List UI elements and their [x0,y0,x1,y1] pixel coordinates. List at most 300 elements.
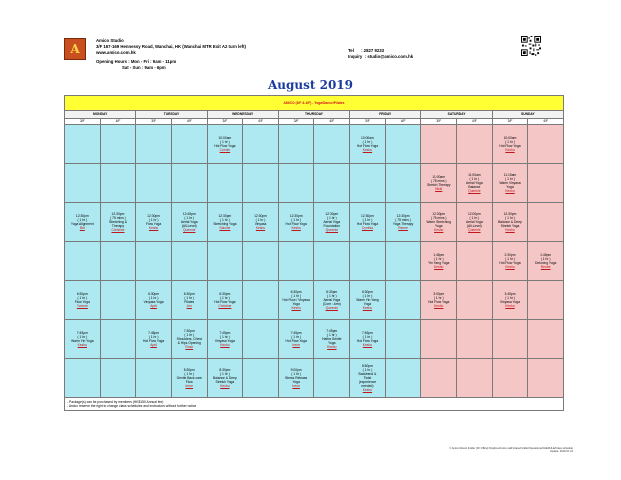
class-detail: ( 1 hr ) [291,371,302,376]
class-detail: ( 1 hr ) [505,215,515,220]
day-header: THURSDAY [278,111,349,119]
tel-value: : 2827 9233 [361,48,384,53]
empty-cell [278,125,314,164]
schedule-title: AMICO (3/F & 4/F) - Yoga/Dance/Pilates [65,96,564,111]
class-time: 7:45pm [76,330,88,335]
instructor-name: Irene [292,343,300,348]
class-detail: Hot Flow Yoga [428,300,450,304]
empty-cell [457,281,493,320]
class-detail: Flow Yoga [145,222,162,226]
empty-cell [457,320,493,359]
instructor-name: Brit [79,226,85,231]
floor-header: 3/F [421,119,457,125]
class-detail: ( 75 mins ) [430,215,447,220]
empty-cell [421,320,457,359]
time-slot-row [65,242,564,281]
floor-header: 4/F [314,119,350,125]
class-cell [65,320,101,359]
class-detail: Shoulders, Chest [176,336,202,341]
class-detail: needed) [361,384,374,389]
floor-header: 4/F [100,119,136,125]
class-time: 1:45pm [540,252,552,257]
class-time: 12:30pm [325,211,339,216]
studio-website[interactable]: www.amico.com.hk [96,50,136,55]
month-title: August 2019 [267,78,354,92]
class-time: 8:30pm [219,367,231,372]
class-cell [278,281,314,320]
class-detail: ( 1 hr ) [77,295,88,300]
class-cell [492,281,528,320]
class-cell [350,203,386,242]
class-cell [278,320,314,359]
class-cell [278,203,314,242]
class-detail: Stress Release [284,375,308,380]
class-detail: Hot Flow Yoga [142,339,165,343]
studio-name: Amico Studio [96,38,124,43]
instructor-name: Keshu [505,265,515,270]
instructor-name: Keshu [505,228,515,233]
studio-logo [64,38,86,60]
empty-cell [243,359,279,398]
empty-cell [100,242,136,281]
empty-cell [528,281,564,320]
class-detail: Balance & Deep [498,219,522,224]
class-detail: Vinyasa Yoga [214,339,235,343]
empty-cell [65,125,101,164]
class-time: 10:00am [218,135,232,140]
class-detail: Hot Flow Yoga [356,144,379,148]
class-time: 8:30pm [183,367,195,372]
opening-hours-weekend: Sat - Sun : 9am - 6pm [122,65,166,70]
floor-header: 4/F [385,119,421,125]
empty-cell [528,164,564,203]
inquiry-value[interactable]: : studio@amico.com.hk [364,54,414,59]
time-slot-row [65,164,564,203]
class-schedule-table [64,95,564,411]
class-cell [350,281,386,320]
class-time: 7:45pm [361,330,373,335]
empty-cell [492,320,528,359]
instructor-name: Jen [186,304,192,309]
class-detail: & Hips Opening [177,341,201,346]
instructor-name: Christine [111,228,125,233]
footer-line-2: Update: 2019-07-31 [549,450,573,454]
class-detail: Gentle Back care [176,375,202,380]
class-detail: Yoga [292,380,300,385]
class-detail: Yoga Therapy [392,222,414,226]
empty-cell [100,320,136,359]
class-time: 6:30pm [219,291,231,296]
empty-cell [65,359,101,398]
class-cell [314,320,350,359]
empty-cell [528,320,564,359]
instructor-name: Keshu [362,343,373,348]
empty-cell [528,203,564,242]
empty-cell [207,242,243,281]
class-cell [492,164,528,203]
class-detail: ( 75 mins ) [110,215,126,220]
qr-code-icon [521,36,541,56]
floor-header: 4/F [171,119,207,125]
class-cell [207,320,243,359]
class-time: 2:30pm [504,252,516,257]
empty-cell [100,164,136,203]
instructor-name: Saloine [219,226,231,231]
class-cell [65,203,101,242]
class-cell [421,203,457,242]
class-time: 6:30pm [76,291,88,296]
day-header: MONDAY [65,111,136,119]
instructor-name: Keshu [291,226,301,231]
empty-cell [421,125,457,164]
floor-header: 3/F [278,119,314,125]
empty-cell [243,320,279,359]
instructor-name: Keshu [505,189,515,194]
time-slot-row [65,359,564,398]
tel-label: Tel [348,48,354,53]
empty-cell [350,242,386,281]
class-time: 6:30pm [326,289,338,294]
contact-info [348,48,413,60]
inquiry-label: Inquiry [348,54,363,59]
instructor-name: Keshu [255,226,266,231]
class-detail: Aerial Yoga [323,297,341,302]
instructor-name: Keshu [77,343,87,348]
class-time: 10:00am [503,135,517,140]
class-cell [243,203,279,242]
instructor-name: Keshu [291,306,301,311]
empty-cell [136,125,172,164]
class-time: 6:30pm [183,291,195,296]
class-detail: Hot Flow Yoga [499,261,521,265]
footer-path [449,447,573,454]
class-detail: Hot Flow Yoga [214,144,236,148]
class-detail: ( 1 hr ) [326,293,337,298]
class-time: 7:45pm [290,330,302,335]
class-detail: Stretching & [108,219,127,224]
empty-cell [100,125,136,164]
class-detail: Warm Yin Yang [356,297,379,302]
class-time: 11:00am [432,174,446,179]
class-cell [278,359,314,398]
instructor-name: Keshu [148,226,159,231]
class-time: 12:30pm [361,213,374,218]
class-time: 9:00pm [290,367,302,372]
class-detail: Yoga [363,302,372,307]
class-time: 12:30pm [218,213,232,218]
empty-cell [171,125,207,164]
empty-cell [243,242,279,281]
instructor-name: Cynthia [361,226,374,231]
class-cell [457,164,493,203]
class-cell [171,320,207,359]
class-detail: Hatha Gentle [322,336,342,341]
class-cell [207,203,243,242]
class-detail: ( 1 hr ) [184,332,195,337]
empty-cell [457,125,493,164]
class-cell [171,281,207,320]
empty-cell [385,125,421,164]
class-cell [207,125,243,164]
class-detail: ( 1 hr ) [220,295,230,300]
instructor-name: Renee [540,265,551,270]
class-detail: Vinyasa Yoga [143,300,164,304]
class-detail: ( 1 hr ) [291,334,302,339]
class-detail: ( 1 hr ) [148,295,159,300]
class-detail: Aerial Yoga [180,219,198,224]
floor-header: 3/F [136,119,172,125]
instructor-name: Keshu [434,265,444,270]
class-cell [350,125,386,164]
class-detail: Vinyasa [254,222,267,226]
class-cell [421,281,457,320]
time-slot-row [65,125,564,164]
class-detail: Pilates [184,300,195,304]
empty-cell [278,164,314,203]
class-time: 12:30pm [289,213,303,218]
class-detail: Backbend & [358,371,377,376]
class-detail: (All-Level) [181,224,197,229]
class-detail: ( 1 hr ) [326,215,337,220]
empty-cell [314,359,350,398]
class-detail: Hot Flow / Vinyasa [282,297,310,302]
class-detail: ( 1 hr ) [255,217,266,222]
empty-cell [207,164,243,203]
instructor-name: Queenie [325,306,339,311]
class-cell [457,203,493,242]
class-detail: Aerial Yoga [466,219,483,224]
footer-line-1: © Amico Resort Folder (3F Office):Dropbox/Amico staff shared folder/Operations/CHEDULE/Class schedule [449,447,573,450]
class-detail: Yoga [328,341,336,346]
instructor-name: Keshu [362,306,373,311]
class-time: 11:15am [503,172,517,177]
class-detail: Warm Stretching [426,219,451,224]
instructor-name: Queenie [468,189,481,194]
class-detail: Stretch Therapy [427,183,451,187]
time-slot-row [65,203,564,242]
instructor-name: Queenie [183,228,196,233]
class-time: 12:00pm [467,211,481,216]
class-time: 3:00pm [433,291,445,296]
class-cell [421,242,457,281]
empty-cell [136,359,172,398]
instructor-name: Queenie [468,228,481,233]
class-time: 10:00am [361,135,374,140]
instructor-name: Yvonne [76,304,88,309]
class-cell [528,242,564,281]
class-cell [492,203,528,242]
empty-cell [314,164,350,203]
class-detail: Stretch Yoga [500,224,520,229]
instructor-name: Irene [185,384,193,389]
empty-cell [385,242,421,281]
class-time: 12:30pm [503,211,517,216]
class-time: 7:30pm [183,328,195,333]
empty-cell [457,359,493,398]
class-detail: ( 1 hr ) [362,217,373,222]
class-detail: Yoga [506,185,514,190]
class-detail: Balance & Deep [212,375,237,380]
note-package: - Package(s) can be purchased by members (HK$150 Annual fee) [67,399,164,404]
class-time: 8:50pm [361,363,373,368]
empty-cell [314,242,350,281]
studio-address: 3/F 167-169 Hennessy Road, Wanchai, HK (Wanchai MTR Exit A2 turn left) [96,44,246,49]
instructor-name: Connie [219,148,231,153]
day-header: SUNDAY [492,111,563,119]
class-detail: ( 1 hr ) [77,334,88,339]
class-detail: Aerial Yoga [323,219,341,224]
floor-header: 3/F [65,119,101,125]
class-detail: Yoga Alignment [70,222,94,226]
class-detail: ( 1 hr ) [184,215,195,220]
class-detail: Hot Flow Yoga [356,222,379,226]
empty-cell [492,359,528,398]
floor-header: 4/F [243,119,279,125]
floor-header: 3/F [207,119,243,125]
class-time: 12:30pm [147,213,161,218]
class-cell [136,203,172,242]
class-detail: ( 1 hr ) [220,371,230,376]
class-cell [314,203,350,242]
empty-cell [65,242,101,281]
class-detail: (All-Level) [466,224,482,229]
empty-cell [385,281,421,320]
class-detail: Warm Yin Yoga [71,339,94,343]
class-cell [421,164,457,203]
class-cell [492,242,528,281]
class-cell [65,281,101,320]
class-detail: ( 1 hr ) [469,215,480,220]
floor-header: 3/F [350,119,386,125]
class-cell [136,281,172,320]
instructor-name: Renee [398,226,408,231]
time-slot-row [65,320,564,359]
class-detail: Twist [363,375,372,380]
instructor-name: Irene [292,384,300,389]
class-detail: Balance [468,185,481,190]
class-detail: (experience [358,380,377,385]
class-time: 12:30pm [432,211,446,216]
class-time: 12:30pm [75,213,89,218]
class-cell [492,125,528,164]
class-detail: Yoga [435,224,443,229]
class-cell [350,359,386,398]
class-detail: Vinyasa Yoga [500,300,520,304]
class-time: 6:30pm [148,291,160,296]
class-detail: Hot Flow Yoga [285,339,307,343]
instructor-name: Keshu [434,228,444,233]
opening-hours: Opening Hours : Mon - Fri : 9am - 11pm [96,59,177,64]
empty-cell [528,359,564,398]
empty-cell [171,164,207,203]
class-detail: ( 1 hr ) [433,256,444,261]
class-detail: ( 1 hr ) [362,139,373,144]
instructor-name: Queenie [325,228,339,233]
class-time: 11:00am [468,172,481,177]
instructor-name: Keshu [220,384,230,389]
class-time: 12:45pm [182,211,196,216]
class-detail: ( 1 hr ) [148,334,159,339]
class-time: 12:30pm [111,211,125,216]
class-detail: Hot Flow Yoga [356,339,379,343]
empty-cell [385,164,421,203]
empty-cell [243,281,279,320]
class-detail: Therapy [111,224,125,229]
instructor-name: Keshu [362,388,373,393]
instructor-name: April [150,304,157,309]
class-cell [314,281,350,320]
class-detail: ( 75 mins ) [395,217,411,222]
schedule-notes [65,398,564,411]
class-time: 6:30pm [290,289,302,294]
empty-cell [243,164,279,203]
class-detail: ( 1 hr ) [540,256,551,261]
empty-cell [100,281,136,320]
class-detail: Aerial Yoga [466,180,483,185]
empty-cell [528,125,564,164]
class-detail: ( 1 hr ) [505,256,515,261]
class-detail: ( 1 hr ) [505,176,515,181]
class-detail: ( 1 hr ) [220,139,230,144]
class-detail: ( 1 hr ) [220,334,230,339]
class-detail: Flow Yoga [74,300,90,304]
empty-cell [65,164,101,203]
floor-header: 4/F [457,119,493,125]
class-time: 6:30pm [361,289,373,294]
empty-cell [136,164,172,203]
class-detail: ( 1 hr ) [148,217,159,222]
class-cell [100,203,136,242]
instructor-name: Keshu [327,345,337,350]
class-detail: ( 1 hr ) [291,293,302,298]
studio-info [96,38,246,71]
empty-cell [350,164,386,203]
class-detail: Flow [185,380,193,385]
instructor-name: Rose [185,345,194,350]
class-detail: ( 1 hr ) [469,176,480,181]
class-detail: Yoga [292,302,300,307]
floor-header: 3/F [492,119,528,125]
class-detail: Detoxing Yoga [535,261,557,265]
class-time: 7:45pm [326,328,338,333]
empty-cell [385,320,421,359]
instructor-name: April [150,343,157,348]
empty-cell [457,242,493,281]
class-time: 7:45pm [148,330,160,335]
class-time: 12:30pm [396,213,410,218]
day-header: TUESDAY [136,111,207,119]
instructor-name: Keshu [505,148,515,153]
class-detail: ( 1 hr ) [184,371,195,376]
class-detail: ( 1 hr ) [505,139,515,144]
empty-cell [278,242,314,281]
empty-cell [314,125,350,164]
time-slot-row [65,281,564,320]
class-detail: ( 1 hr ) [362,334,373,339]
instructor-name: Nikki [435,187,443,192]
day-header: SATURDAY [421,111,492,119]
day-header: WEDNESDAY [207,111,278,119]
logo-letter: A [70,42,80,56]
class-detail: ( 75 mins ) [430,178,447,183]
class-detail: Stretch Yoga [215,380,235,385]
class-cell [207,281,243,320]
class-cell [171,203,207,242]
class-time: 7:45pm [219,330,231,335]
instructor-name: Keshu [505,304,515,309]
class-detail: ( 1 hr ) [433,295,444,300]
class-detail: Hot Flow Yoga [499,144,521,148]
